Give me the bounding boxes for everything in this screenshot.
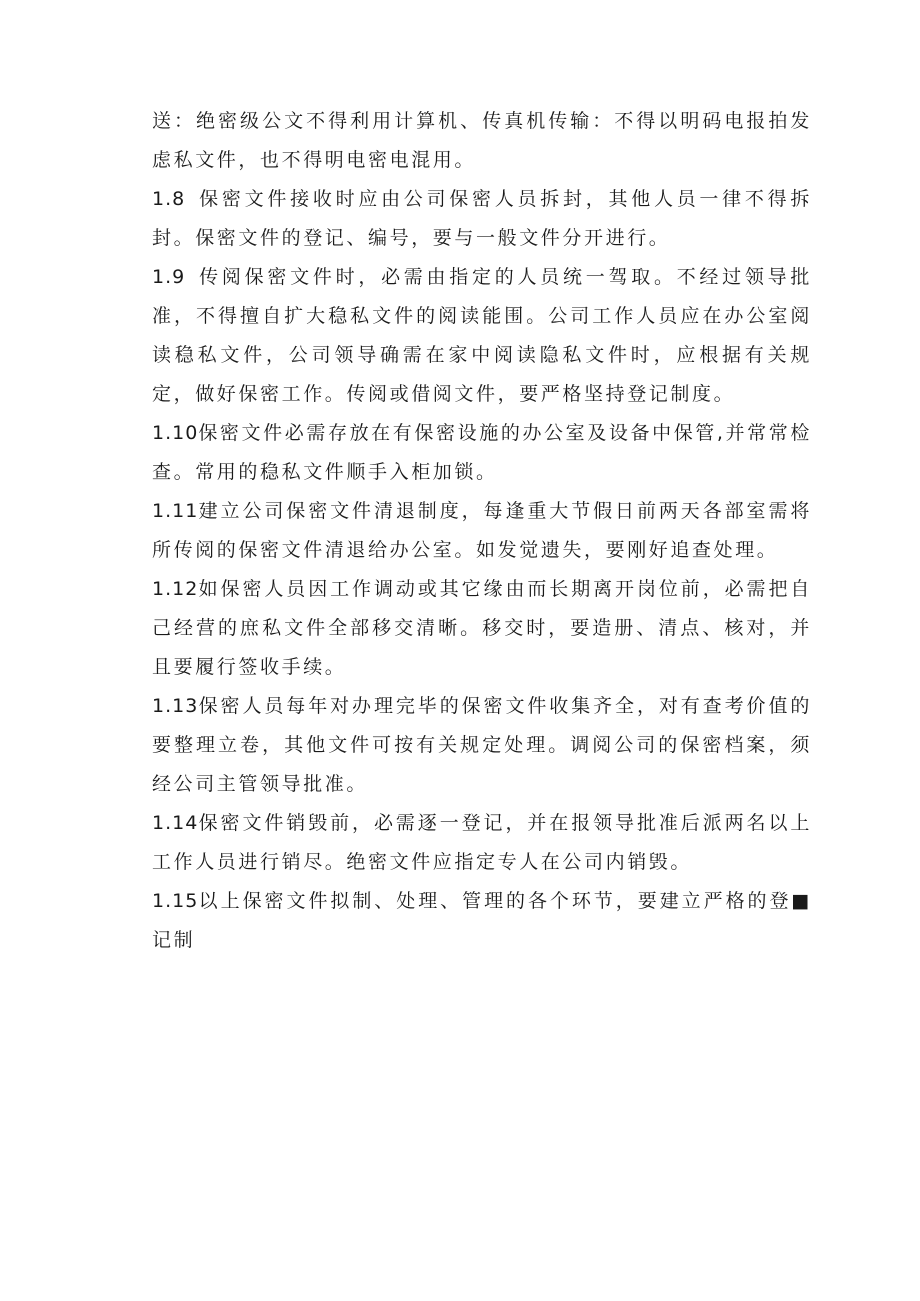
paragraph-1-10 bbox=[152, 414, 812, 492]
paragraph-number: 1.10 bbox=[152, 422, 199, 444]
paragraph-1-12 bbox=[152, 570, 812, 687]
paragraph-1-9 bbox=[152, 258, 812, 414]
paragraph-1-8 bbox=[152, 180, 812, 258]
paragraph-text: 建立公司保密文件清退制度，每逢重大节假日前两天各部室需将所传阅的保密文件清退给办公室。如发觉遗失，要刚好追查处理。 bbox=[152, 500, 812, 561]
paragraph-1-11 bbox=[152, 492, 812, 570]
paragraph-1-14 bbox=[152, 804, 812, 882]
paragraph-number: 1.11 bbox=[152, 500, 199, 522]
paragraph-text: 保密文件销毁前，必需逐一登记，并在报领导批准后派两名以上工作人员进行销尽。绝密文件应指定专人在公司内销毁。 bbox=[152, 812, 812, 873]
paragraph-text: 以上保密文件拟制、处理、管理的各个环节，要建立严格的登■记制 bbox=[152, 890, 812, 951]
paragraph-text: 传阅保密文件时，必需由指定的人员统一驾取。不经过领导批准，不得擅自扩大稳私文件的阅读能围。公司工作人员应在办公室阅读稳私文件，公司领导确需在家中阅读隐私文件时，应根据有关规定，做好保密工作。传阅或借阅文件，要严格坚持登记制度。 bbox=[152, 266, 812, 405]
paragraph-1-15 bbox=[152, 882, 812, 960]
paragraph-text: 保密人员每年对办理完毕的保密文件收集齐全，对有查考价值的要整理立卷，其他文件可按有关规定处理。调阅公司的保密档案，须经公司主管领导批准。 bbox=[152, 695, 812, 795]
paragraph-text: 如保密人员因工作调动或其它缘由而长期离开岗位前，必需把自己经营的庶私文件全部移交清晰。移交时，要造册、清点、核对，并且要履行签收手续。 bbox=[152, 578, 812, 678]
paragraph-text: 保密文件接收时应由公司保密人员拆封，其他人员一律不得拆封。保密文件的登记、编号，要与一般文件分开进行。 bbox=[152, 188, 812, 249]
paragraph-number: 1.8 bbox=[152, 188, 186, 210]
document-page bbox=[152, 102, 812, 960]
paragraph-number: 1.12 bbox=[152, 578, 199, 600]
paragraph-number: 1.15 bbox=[152, 890, 199, 912]
paragraph-number: 1.13 bbox=[152, 695, 199, 717]
paragraph-text: 送：绝密级公文不得利用计算机、传真机传输：不得以明码电报拍发虑私文件，也不得明电密电混用。 bbox=[152, 110, 812, 171]
paragraph-1-13 bbox=[152, 687, 812, 804]
paragraph-text: 保密文件必需存放在有保密设施的办公室及设备中保管,并常常检查。常用的稳私文件顺手入柜加锁。 bbox=[152, 422, 812, 483]
paragraph-number: 1.9 bbox=[152, 266, 186, 288]
paragraph-continuation bbox=[152, 102, 812, 180]
paragraph-number: 1.14 bbox=[152, 812, 199, 834]
